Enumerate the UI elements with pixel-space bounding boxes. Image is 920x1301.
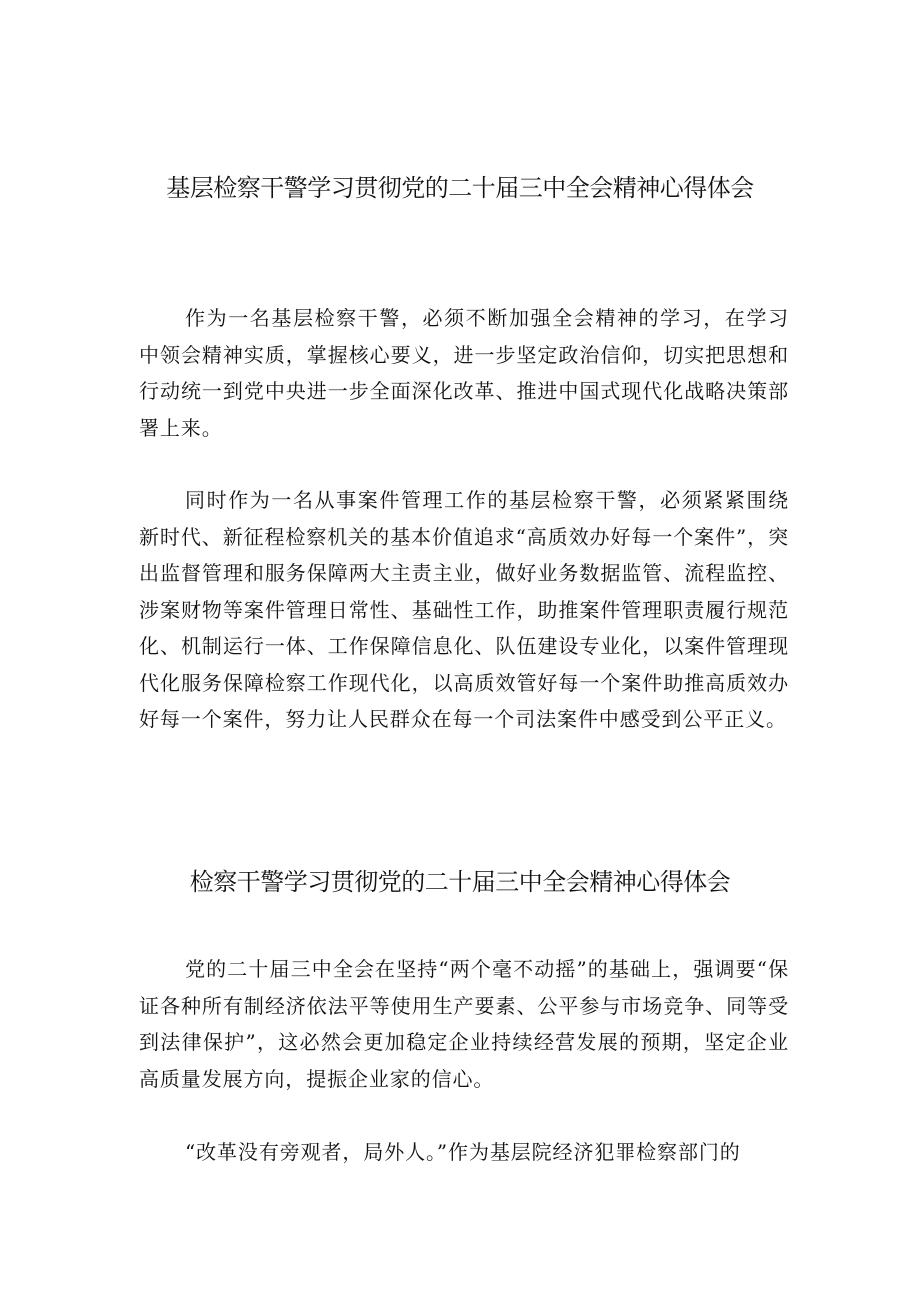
paragraph-1: 作为一名基层检察干警，必须不断加强全会精神的学习，在学习中领会精神实质，掌握核心要义，进一步坚定政治信仰，切实把思想和行动统一到党中央进一步全面深化改革、推进中国式现代化战略决策部署上来。: [139, 306, 789, 440]
document-title-2: 检察干警学习贯彻党的二十届三中全会精神心得体会: [189, 868, 731, 896]
paragraph-2: 同时作为一名从事案件管理工作的基层检察干警，必须紧紧围绕新时代、新征程检察机关的基本价值追求“高质效办好每一个案件”，突出监督管理和服务保障两大主责主业，做好业务数据监管、流程监控、涉案财物等案件管理日常性、基础性工作，助推案件管理职责履行规范化、机制运行一体、工作保障信息化、队伍建设专业化，以案件管理现代化服务保障检察工作现代化，以高质效管好每一个案件助推高质效办好每一个案件，努力让人民群众在每一个司法案件中感受到公平正义。: [139, 488, 789, 731]
document-title-1: 基层检察干警学习贯彻党的二十届三中全会精神心得体会: [166, 174, 754, 202]
paragraph-4: “改革没有旁观者，局外人。”作为基层院经济犯罪检察部门的: [185, 1140, 741, 1164]
paragraph-3: 党的二十届三中全会在坚持“两个毫不动摇”的基础上，强调要“保证各种所有制经济依法平等使用生产要素、公平参与市场竞争、同等受到法律保护”，这必然会更加稳定企业持续经营发展的预期，坚定企业高质量发展方向，提振企业家的信心。: [139, 957, 789, 1091]
